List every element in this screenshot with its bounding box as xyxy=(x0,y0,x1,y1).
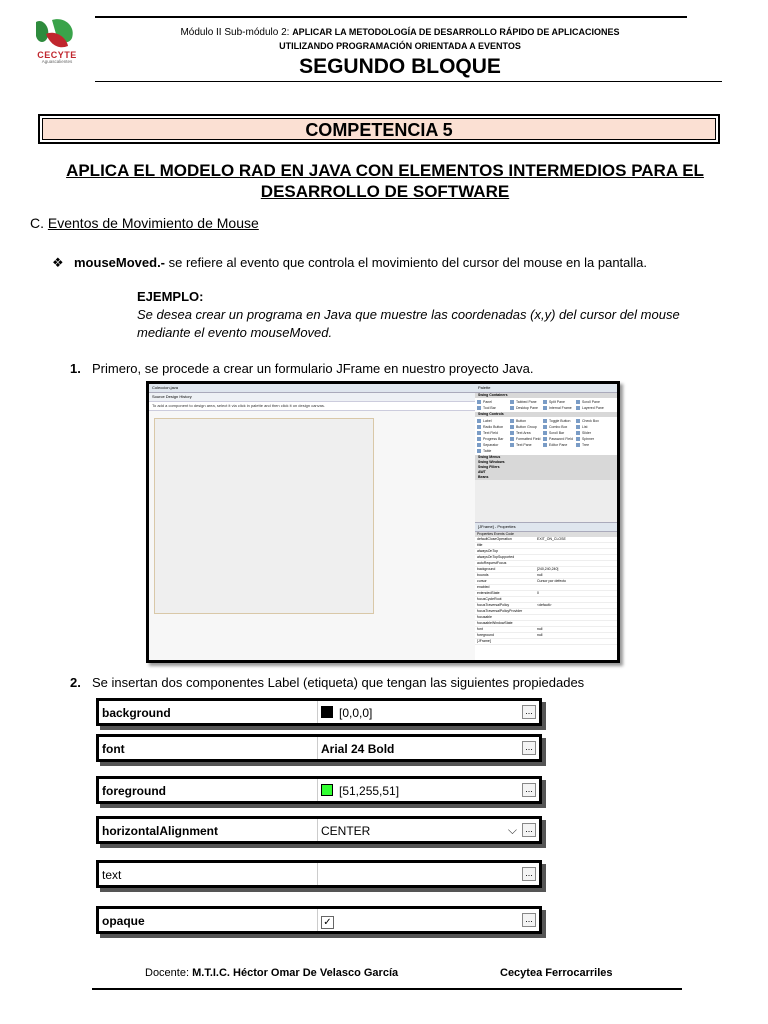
properties-tabs: Properties Events Code xyxy=(475,532,617,537)
palette-item[interactable]: Scroll Bar xyxy=(543,430,576,436)
palette-category[interactable]: Beans xyxy=(475,475,617,480)
property-item[interactable]: focusCycleRoot xyxy=(475,597,617,603)
palette-item[interactable]: Spinner xyxy=(576,436,609,442)
property-row-text xyxy=(96,860,542,888)
logo-text: CECYTE xyxy=(37,50,77,60)
step-text: Se insertan dos componentes Label (etiqueta) que tengan las siguientes propiedades xyxy=(92,675,585,690)
properties-list xyxy=(475,537,617,639)
property-value: [0,0,0] xyxy=(321,706,372,720)
module-prefix: Módulo II Sub-módulo 2: xyxy=(180,27,293,38)
palette-other-categories xyxy=(475,455,617,480)
color-swatch xyxy=(321,706,333,718)
main-title xyxy=(40,160,730,202)
property-name: horizontalAlignment xyxy=(102,824,218,838)
step-text: Primero, se procede a crear un formulario JFrame en nuestro proyecto Java. xyxy=(92,361,534,376)
main-title-line-2: DESARROLLO DE SOFTWARE xyxy=(260,182,510,201)
color-swatch xyxy=(321,784,333,796)
property-row-background xyxy=(96,698,542,726)
property-row-opaque xyxy=(96,906,542,934)
property-value: CENTER xyxy=(321,824,371,838)
palette-item[interactable]: Editor Pane xyxy=(543,442,576,448)
module-title-2: UTILIZANDO PROGRAMACIÓN ORIENTADA A EVENTOS xyxy=(279,41,521,51)
property-value: Arial 24 Bold xyxy=(321,742,395,756)
palette-category[interactable]: Swing Menus xyxy=(475,455,617,460)
palette-containers xyxy=(475,398,617,412)
property-item[interactable]: alwaysOnTop xyxy=(475,549,617,555)
properties-panel xyxy=(475,522,617,663)
docente-name: M.T.I.C. Héctor Omar De Velasco García xyxy=(192,967,399,979)
palette-item[interactable]: Formatted Field xyxy=(510,436,543,442)
module-line xyxy=(120,27,680,38)
step-2 xyxy=(70,675,584,690)
properties-title: [JFrame] - Properties xyxy=(475,523,617,532)
property-item[interactable]: title xyxy=(475,543,617,549)
ellipsis-button[interactable]: ... xyxy=(522,741,536,755)
palette-item[interactable]: Text Area xyxy=(510,430,543,436)
palette-category: Swing Containers xyxy=(475,393,617,398)
footer-rule xyxy=(92,988,682,990)
palette-item[interactable]: Panel xyxy=(477,399,510,405)
palette-item[interactable]: Button Group xyxy=(510,424,543,430)
palette-item[interactable]: List xyxy=(576,424,609,430)
ide-screenshot xyxy=(146,381,620,663)
opaque-checkbox[interactable]: ✓ xyxy=(321,916,334,929)
palette-item[interactable]: Password Field xyxy=(543,436,576,442)
ellipsis-button[interactable]: ... xyxy=(522,867,536,881)
property-item[interactable]: cursor Cursor por defecto xyxy=(475,579,617,585)
palette-item[interactable]: Separator xyxy=(477,442,510,448)
logo-subtitle: Aguascalientes xyxy=(41,59,73,64)
palette-item[interactable]: Table xyxy=(477,448,510,454)
design-hint: To add a component to design area, select it via click in palette and then click it on design canvas. xyxy=(149,402,475,411)
property-row-foreground xyxy=(96,776,542,804)
palette-controls xyxy=(475,417,617,455)
ellipsis-button[interactable]: ... xyxy=(522,913,536,927)
step-1 xyxy=(70,361,533,376)
header-top-rule xyxy=(95,16,687,18)
palette-item[interactable]: Tool Bar xyxy=(477,405,510,411)
property-name: opaque xyxy=(102,914,145,928)
palette-item[interactable]: Label xyxy=(477,418,510,424)
property-item[interactable]: enabled xyxy=(475,585,617,591)
ellipsis-button[interactable]: ... xyxy=(522,823,536,837)
palette-item[interactable]: Scroll Pane xyxy=(576,399,609,405)
property-name: foreground xyxy=(102,784,166,798)
competencia-title: COMPETENCIA 5 xyxy=(42,118,716,140)
status-text: [JFrame] xyxy=(475,639,617,645)
bullet-text: se refiere al evento que controla el movimiento del cursor del mouse en la pantalla. xyxy=(165,255,648,270)
palette-category: Swing Controls xyxy=(475,412,617,417)
competencia-box xyxy=(38,114,720,144)
property-value xyxy=(321,914,334,929)
section-letter: C. xyxy=(30,215,44,231)
main-title-line-1: APLICA EL MODELO RAD EN JAVA CON ELEMENTOS INTERMEDIOS PARA EL xyxy=(66,161,704,180)
footer-docente xyxy=(145,967,398,979)
palette-title: Palette xyxy=(475,384,617,393)
property-name: text xyxy=(102,868,122,882)
editor-pane xyxy=(149,384,476,660)
example-text: Se desea crear un programa en Java que muestre las coordenadas (x,y) del cursor del mouse mediante el evento mouseMoved. xyxy=(137,307,680,340)
block-title: SEGUNDO BLOQUE xyxy=(299,55,501,78)
property-item[interactable]: font null xyxy=(475,627,617,633)
ellipsis-button[interactable]: ... xyxy=(522,783,536,797)
palette-item[interactable]: Combo Box xyxy=(543,424,576,430)
palette-item[interactable]: Internal Frame xyxy=(543,405,576,411)
palette-item[interactable]: Text Pane xyxy=(510,442,543,448)
property-item[interactable]: foreground null xyxy=(475,633,617,639)
module-title: APLICAR LA METODOLOGÍA DE DESARROLLO RÁPIDO DE APLICACIONES xyxy=(292,27,620,37)
section-heading xyxy=(30,215,259,231)
palette-item[interactable]: Split Pane xyxy=(543,399,576,405)
section-title: Eventos de Movimiento de Mouse xyxy=(47,215,259,231)
property-item[interactable]: autoRequestFocus xyxy=(475,561,617,567)
chevron-down-icon[interactable]: ⌵ xyxy=(507,823,517,837)
step-number: 2. xyxy=(70,675,81,690)
editor-toolbar: Source Design History xyxy=(149,393,475,402)
bullet-term: mouseMoved.- xyxy=(74,255,166,270)
property-item[interactable]: background [240,240,240] xyxy=(475,567,617,573)
palette-category[interactable]: AWT xyxy=(475,470,617,475)
diamond-bullet-icon: ❖ xyxy=(52,255,64,270)
footer-school: Cecytea Ferrocarriles xyxy=(500,967,613,979)
property-item[interactable]: bounds null xyxy=(475,573,617,579)
property-item[interactable]: alwaysOnTopSupported xyxy=(475,555,617,561)
palette-item[interactable]: Desktop Pane xyxy=(510,405,543,411)
property-item[interactable]: focusTraversalPolicy <default> xyxy=(475,603,617,609)
property-item[interactable]: focusable xyxy=(475,615,617,621)
palette-item[interactable]: Slider xyxy=(576,430,609,436)
docente-label: Docente: xyxy=(145,967,193,979)
palette-item[interactable]: Progress Bar xyxy=(477,436,510,442)
property-item[interactable]: defaultCloseOperation EXIT_ON_CLOSE xyxy=(475,537,617,543)
property-row-font xyxy=(96,734,542,762)
palette-item[interactable]: Button xyxy=(510,418,543,424)
property-row-horizontal-alignment xyxy=(96,816,542,844)
step-number: 1. xyxy=(70,361,81,376)
property-value: [51,255,51] xyxy=(321,784,399,798)
palette-category[interactable]: Swing Fillers xyxy=(475,465,617,470)
property-name: font xyxy=(102,742,125,756)
palette-item[interactable]: Tree xyxy=(576,442,609,448)
palette-item[interactable]: Text Field xyxy=(477,430,510,436)
jframe-design-canvas xyxy=(154,418,374,614)
palette-category[interactable]: Swing Windows xyxy=(475,460,617,465)
example-title: EJEMPLO: xyxy=(137,289,204,304)
palette-item[interactable]: Radio Button xyxy=(477,424,510,430)
property-item[interactable]: focusTraversalPolicyProvider xyxy=(475,609,617,615)
ellipsis-button[interactable]: ... xyxy=(522,705,536,719)
header-bottom-rule xyxy=(95,81,722,82)
bullet-item xyxy=(52,255,732,271)
property-item[interactable]: extendedState 0 xyxy=(475,591,617,597)
palette-item[interactable]: Layered Pane xyxy=(576,405,609,411)
palette-item[interactable]: Toggle Button xyxy=(543,418,576,424)
property-name: background xyxy=(102,706,171,720)
palette-item[interactable]: Check Box xyxy=(576,418,609,424)
property-item[interactable]: focusableWindowState xyxy=(475,621,617,627)
editor-tab: Coleccion.java xyxy=(149,384,475,393)
palette-item[interactable]: Tabbed Pane xyxy=(510,399,543,405)
